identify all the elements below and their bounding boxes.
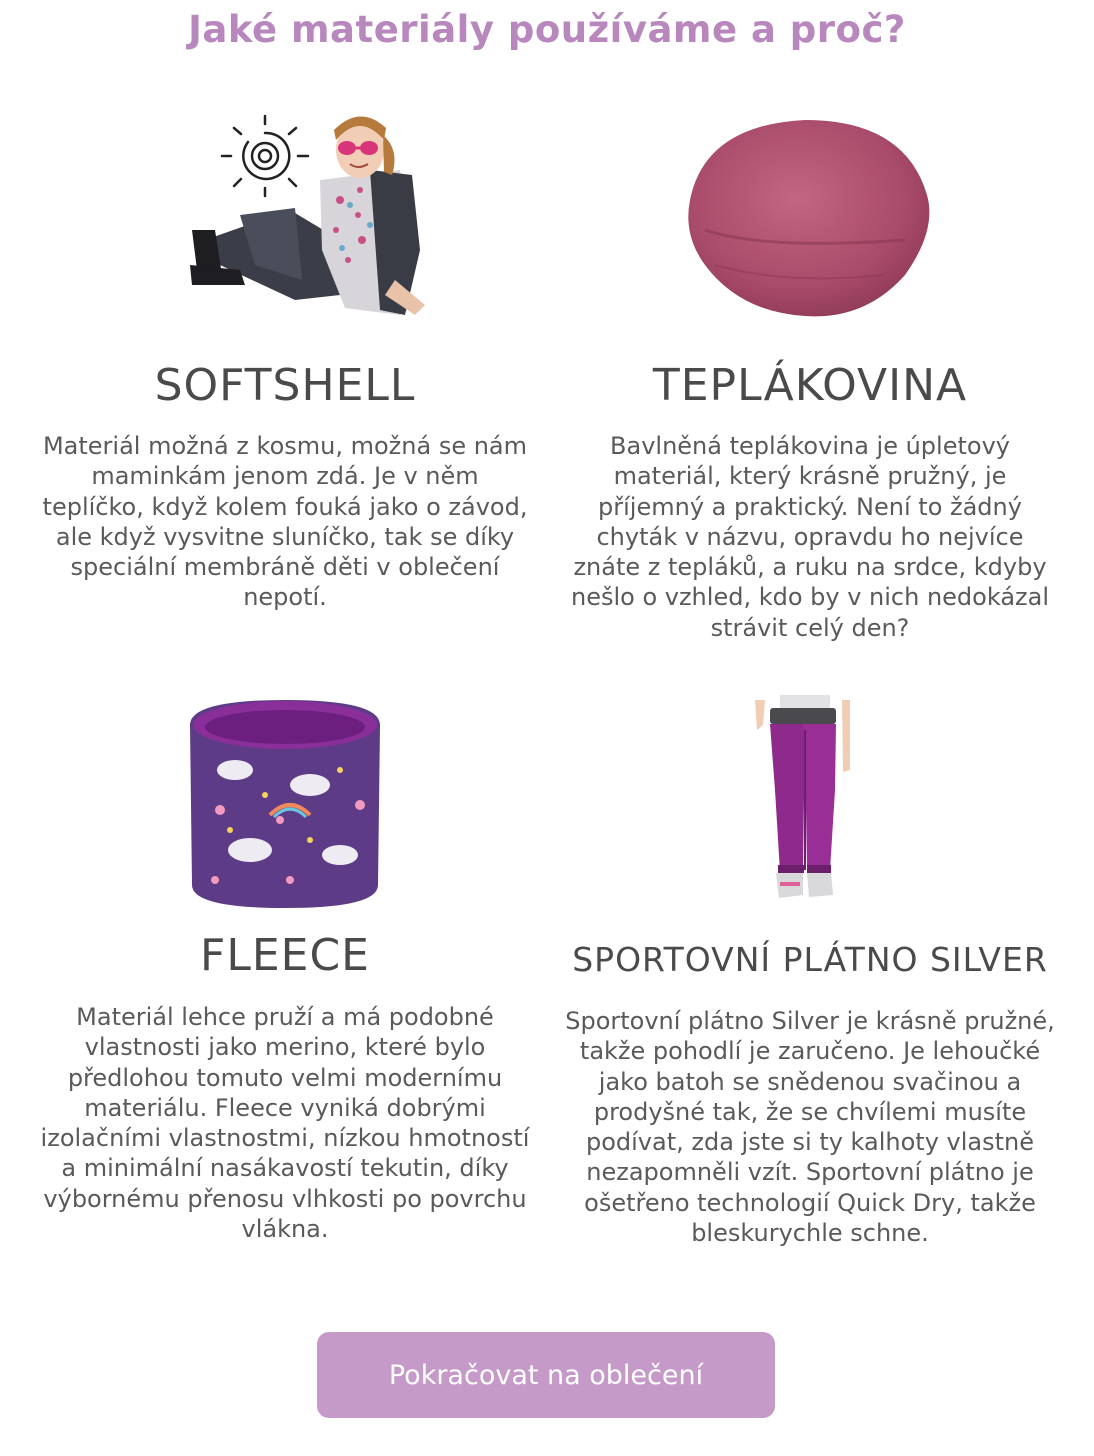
material-description: Materiál možná z kosmu, možná se nám maminkám jenom zdá. Je v něm teplíčko, když kolem fouká jako o závod, ale když vysvitne sluníčko, tak se díky speciální membráně děti v oblečení nepotí. bbox=[42, 432, 528, 612]
material-card-teplakovina bbox=[565, 80, 1055, 640]
material-title: TEPLÁKOVINA bbox=[652, 360, 968, 411]
sport-pants-image bbox=[565, 690, 1055, 910]
material-title: SPORTOVNÍ PLÁTNO SILVER bbox=[572, 940, 1048, 979]
material-description: Materiál lehce pruží a má podobné vlastnosti jako merino, které bylo předlohou tomuto velmi modernímu materiálu. Fleece vyniká dobrými izolačními vlastnostmi, nízkou hmotností a minimální nasákavostí tekutin, díky výbornému přenosu vlhkosti po povrchu vlákna. bbox=[40, 1003, 530, 1244]
material-card-fleece bbox=[40, 680, 530, 1260]
page-title: Jaké materiály používáme a proč? bbox=[188, 8, 906, 51]
neck-warmer-image bbox=[40, 680, 530, 920]
material-card-softshell bbox=[40, 90, 530, 630]
material-description: Bavlněná teplákovina je úpletový materiál, který krásně pružný, je příjemný a praktický. Není to žádný chyták v názvu, opravdu ho nejvíce znáte z tepláků, a ruku na srdce, kdyby nešlo o vzhled, kdo by v nich nedokázal strávit celý den? bbox=[570, 432, 1050, 642]
material-title: SOFTSHELL bbox=[154, 360, 416, 411]
continue-to-clothing-button[interactable]: Pokračovat na oblečení bbox=[317, 1332, 775, 1418]
material-description: Sportovní plátno Silver je krásně pružné, takže pohodlí je zaručeno. Je lehoučké jako batoh se snědenou svačinou a prodyšné tak, že se chvílemi musíte podívat, zda jste si ty kalhoty vlastně nezapomněli vzít. Sportovní plátno je ošetřeno technologií Quick Dry, takže bleskurychle schne. bbox=[565, 1007, 1055, 1248]
material-card-silver bbox=[565, 690, 1055, 1290]
material-title: FLEECE bbox=[200, 930, 370, 981]
softshell-child-image bbox=[40, 90, 530, 330]
beanie-image bbox=[565, 80, 1055, 340]
sun-doodle-icon bbox=[222, 116, 308, 196]
